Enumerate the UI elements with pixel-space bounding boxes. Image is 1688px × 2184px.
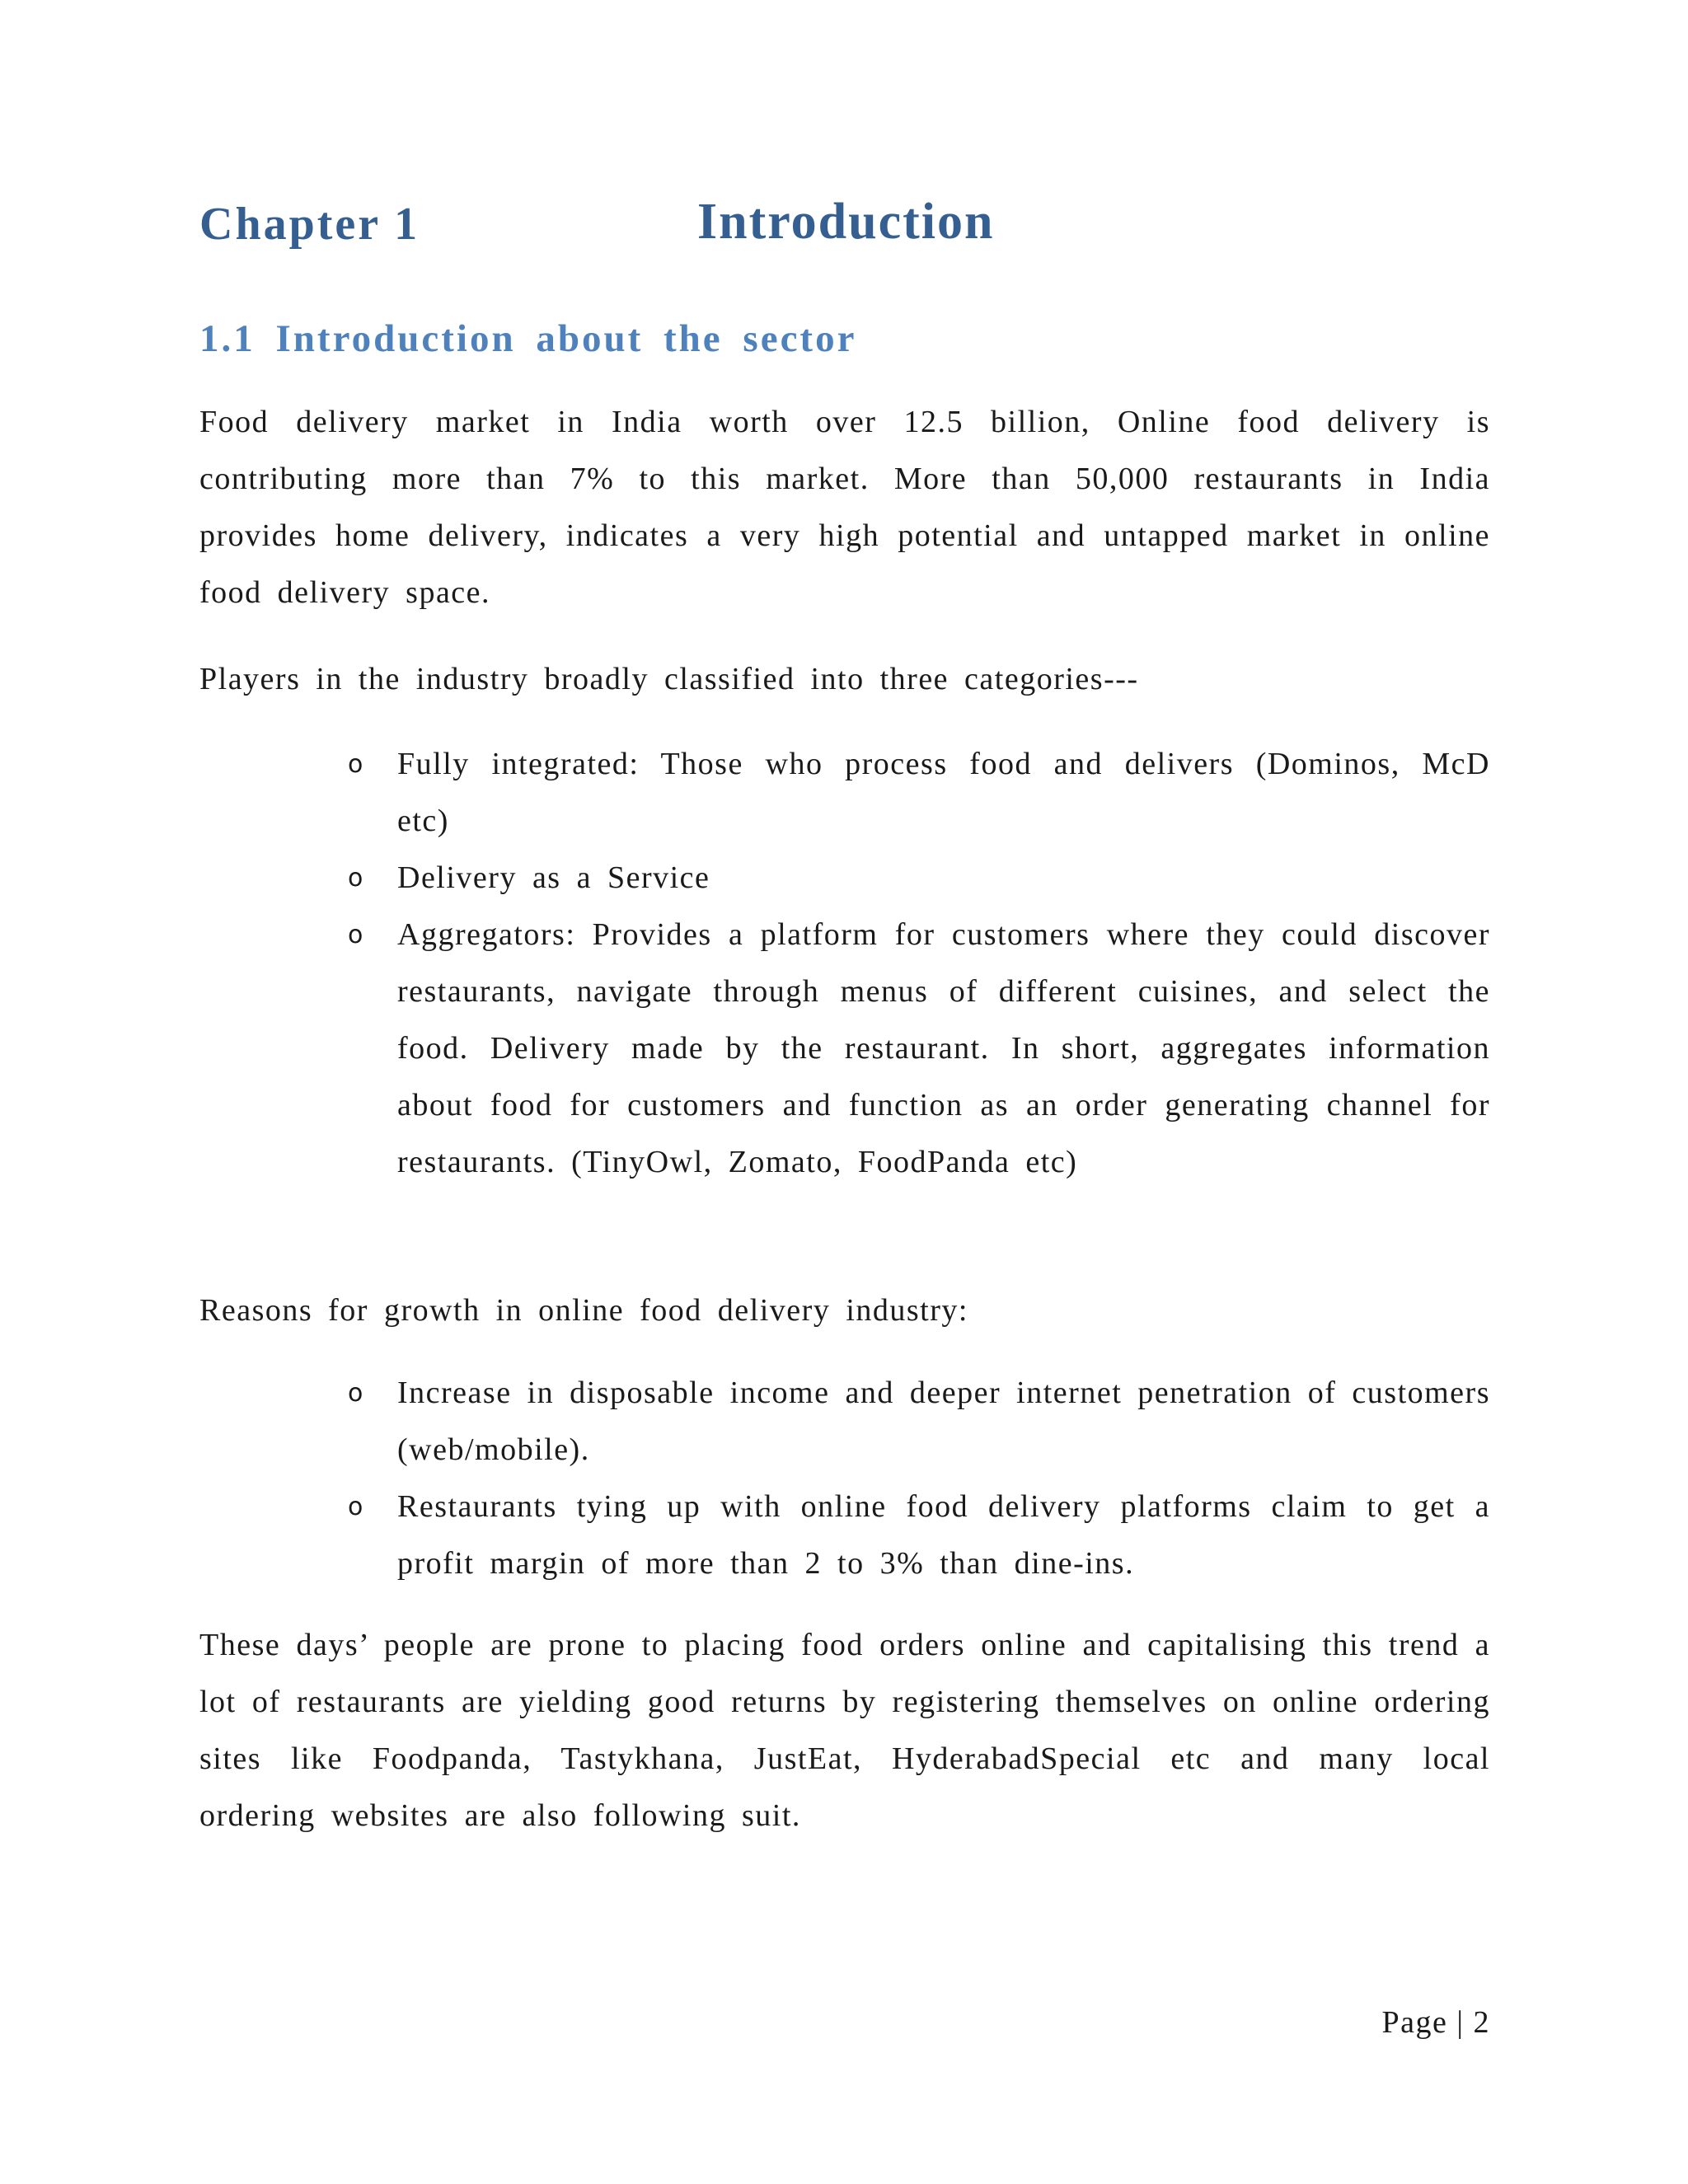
bullet-icon: o	[348, 864, 364, 893]
chapter-label: Chapter 1	[199, 199, 420, 250]
list-item	[348, 1479, 1490, 1592]
section-title: 1.1 Introduction about the sector	[199, 317, 857, 360]
list-item	[348, 850, 1490, 907]
chapter-title: Introduction	[697, 194, 995, 250]
list-item-text: Delivery as a Service	[397, 860, 710, 895]
list-item-text: Aggregators: Provides a platform for customers where they could discover restaurants, navigate through menus of different cuisines, and select the food. Delivery made by the restaurant. In short, aggregates information about food for customers and function as an order generating channel for restaurants. (TinyOwl, Zomato, FoodPanda etc)	[397, 917, 1490, 1179]
list-item-text: Restaurants tying up with online food delivery platforms claim to get a profit margin of more than 2 to 3% than dine-ins.	[397, 1489, 1490, 1581]
chapter-heading	[199, 194, 1485, 264]
categories-list	[348, 736, 1490, 1191]
categories-intro-paragraph: Players in the industry broadly classified into three categories---	[199, 662, 1139, 696]
intro-paragraph: Food delivery market in India worth over 12.5 billion, Online food delivery is contributing more than 7% to this market. More than 50,000 restaurants in India provides home delivery, indicates a very high potential and untapped market in online food delivery space.	[199, 405, 1490, 610]
list-item	[348, 907, 1490, 1191]
bullet-icon: o	[348, 1493, 364, 1521]
bullet-icon: o	[348, 921, 364, 949]
growth-reasons-list	[348, 1365, 1490, 1592]
page-number: Page | 2	[1381, 2005, 1490, 2040]
closing-paragraph: These days’ people are prone to placing food orders online and capitalising this trend a lot of restaurants are yielding good returns by registering themselves on online ordering sites like Foodpanda, Tastykhana, JustEat, HyderabadSpecial etc and many local ordering websites are also following suit.	[199, 1628, 1490, 1833]
bullet-icon: o	[348, 750, 364, 779]
growth-intro-paragraph: Reasons for growth in online food delivery industry:	[199, 1293, 968, 1328]
list-item	[348, 736, 1490, 850]
bullet-icon: o	[348, 1379, 364, 1408]
list-item-text: Increase in disposable income and deeper internet penetration of customers (web/mobile).	[397, 1376, 1490, 1467]
list-item-text: Fully integrated: Those who process food and delivers (Dominos, McD etc)	[397, 747, 1490, 838]
list-item	[348, 1365, 1490, 1479]
